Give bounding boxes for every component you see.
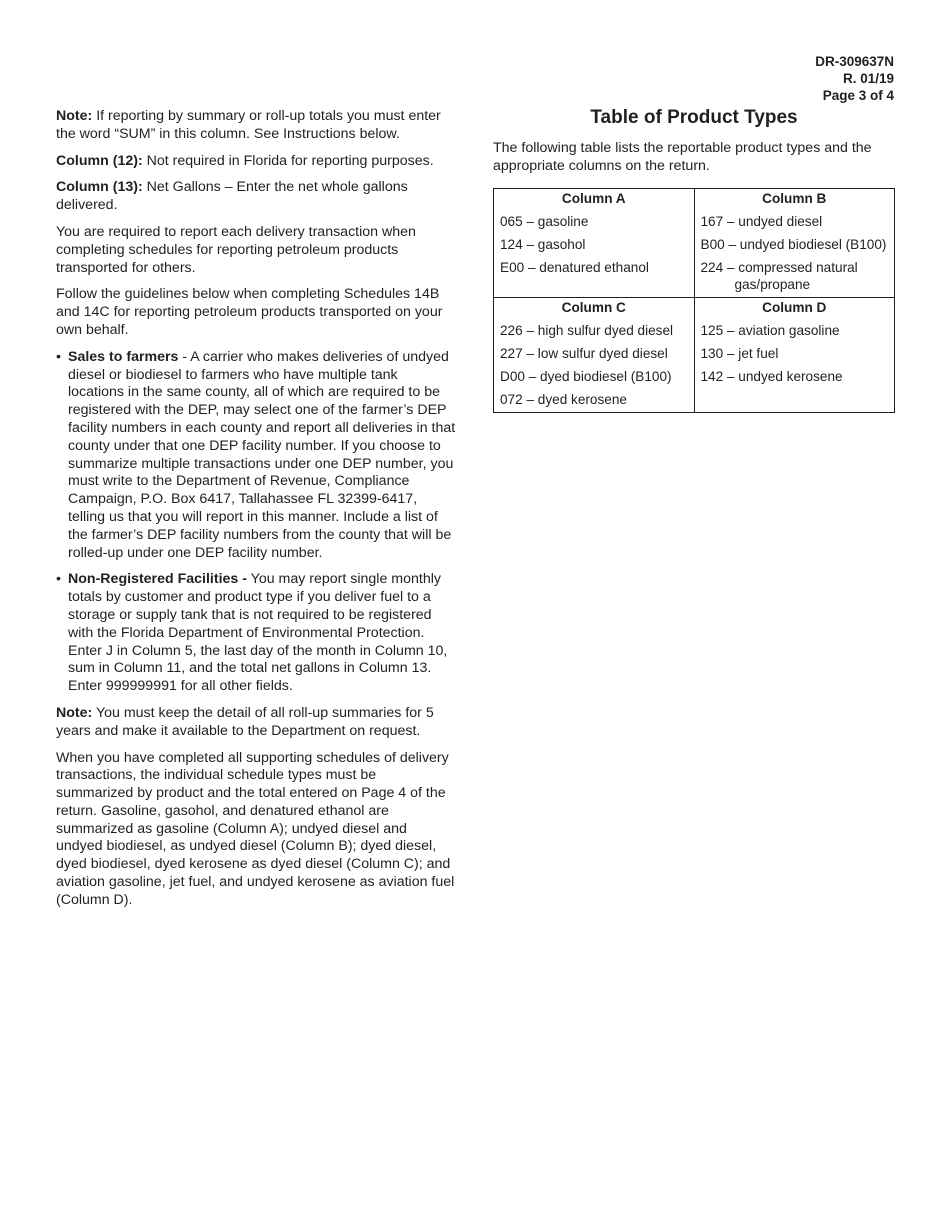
column-b-item-line: 224 – compressed natural (700, 259, 858, 275)
bullet-icon: • (56, 348, 61, 365)
note-label: Note: (56, 704, 93, 721)
note-retention (56, 705, 456, 741)
column-b-item (694, 257, 895, 298)
instructions-column (56, 108, 456, 919)
table-header-row (494, 297, 895, 320)
note-text: If reporting by summary or roll-up totals you must enter the word “SUM” in this column. See Instructions below. (56, 108, 441, 142)
table-title: Table of Product Types (590, 107, 798, 128)
product-types-column (493, 106, 895, 413)
column-d-empty-cell (694, 389, 895, 413)
column-d-item: 130 – jet fuel (694, 343, 895, 366)
bullet-text: You may report single monthly totals by customer and product type if you deliver fuel to a storage or supply tank that is not required to be registered with the Florida Department of Environmental Protection. Enter J in Column 5, the last day of the month in Column 10, sum in Column 11, and the total net gallons in Column 13. Enter 999999991 for all other fields. (68, 571, 448, 695)
column-b-header: Column B (694, 188, 895, 211)
column-c-item: D00 – dyed biodiesel (B100) (494, 366, 695, 389)
column-13-note (56, 179, 456, 215)
column-b-item: 167 – undyed diesel (694, 211, 895, 234)
form-revision: R. 01/19 (842, 71, 894, 86)
form-header (815, 53, 894, 104)
column-a-item: 065 – gasoline (494, 211, 695, 234)
table-header-row (494, 188, 895, 211)
bullet-title: Sales to farmers (68, 348, 179, 365)
report-paragraph: You are required to report each delivery transaction when completing schedules for reporting petroleum products transported for others. (56, 223, 416, 276)
bullet-sales-to-farmers (56, 349, 456, 563)
column-c-item: 072 – dyed kerosene (494, 389, 695, 413)
column-12-label: Column (12): (56, 152, 143, 169)
column-13-label: Column (13): (56, 179, 143, 196)
column-a-item: E00 – denatured ethanol (494, 257, 695, 298)
summary-paragraph: When you have completed all supporting schedules of delivery transactions, the individual schedule types must be summarized by product and the total entered on Page 4 of the return. Gasoline, gasohol, and denatured ethanol are summarized as gasoline (Column A); undyed diesel and undyed biodiesel, as undyed diesel (Column B); dyed diesel, dyed biodiesel, dyed kerosene as dyed diesel (Column C); and aviation gasoline, jet fuel, and undyed kerosene as aviation fuel (Column D). (56, 749, 455, 908)
product-types-table (493, 188, 895, 413)
bullet-non-registered (56, 571, 456, 696)
bullet-text: - A carrier who makes deliveries of undyed diesel or biodiesel to farmers who have multiple tank locations in the same county, all of which are required to be registered with the DEP, may select one of the farmer’s DEP facility numbers in each county and report all deliveries in that county under that one DEP facility number. If you choose to summarize multiple transactions under one DEP number, you must write to the Department of Revenue, Compliance Campaign, P.O. Box 6417, Tallahassee FL 32399-6417, telling us that you will report in this manner. Include a list of the farmer’s DEP facility numbers from the county that will be rolled-up under one DEP facility number. (68, 348, 456, 561)
column-13-text: Net Gallons – Enter the net whole gallons delivered. (56, 179, 408, 214)
note-label: Note: (56, 108, 93, 124)
column-d-item: 125 – aviation gasoline (694, 320, 895, 343)
column-d-header: Column D (694, 297, 895, 320)
page-number: Page 3 of 4 (822, 88, 894, 103)
column-c-header: Column C (494, 297, 695, 320)
table-row (494, 320, 895, 343)
table-row (494, 211, 895, 234)
column-c-item: 227 – low sulfur dyed diesel (494, 343, 695, 366)
bullet-title: Non-Registered Facilities - (68, 571, 247, 588)
table-row (494, 234, 895, 257)
column-b-item-continuation: gas/propane (734, 276, 811, 292)
guidelines-paragraph: Follow the guidelines below when completing Schedules 14B and 14C for reporting petroleum products transported on your own behalf. (56, 286, 443, 338)
column-12-note (56, 153, 456, 171)
guidelines-list (56, 349, 456, 696)
column-d-item: 142 – undyed kerosene (694, 366, 895, 389)
table-row (494, 257, 895, 298)
column-a-item: 124 – gasohol (494, 234, 695, 257)
column-c-item: 226 – high sulfur dyed diesel (494, 320, 695, 343)
column-12-text: Not required in Florida for reporting purposes. (142, 152, 434, 169)
column-a-header: Column A (494, 188, 695, 211)
table-intro: The following table lists the reportable product types and the appropriate columns on the return. (493, 140, 872, 174)
table-row (494, 389, 895, 413)
column-b-item: B00 – undyed biodiesel (B100) (694, 234, 895, 257)
note-sum (56, 108, 456, 144)
note-text: You must keep the detail of all roll-up summaries for 5 years and make it available to the Department on request. (56, 704, 434, 739)
form-id: DR-309637N (815, 54, 894, 69)
bullet-icon: • (56, 571, 61, 588)
table-row (494, 343, 895, 366)
table-row (494, 366, 895, 389)
